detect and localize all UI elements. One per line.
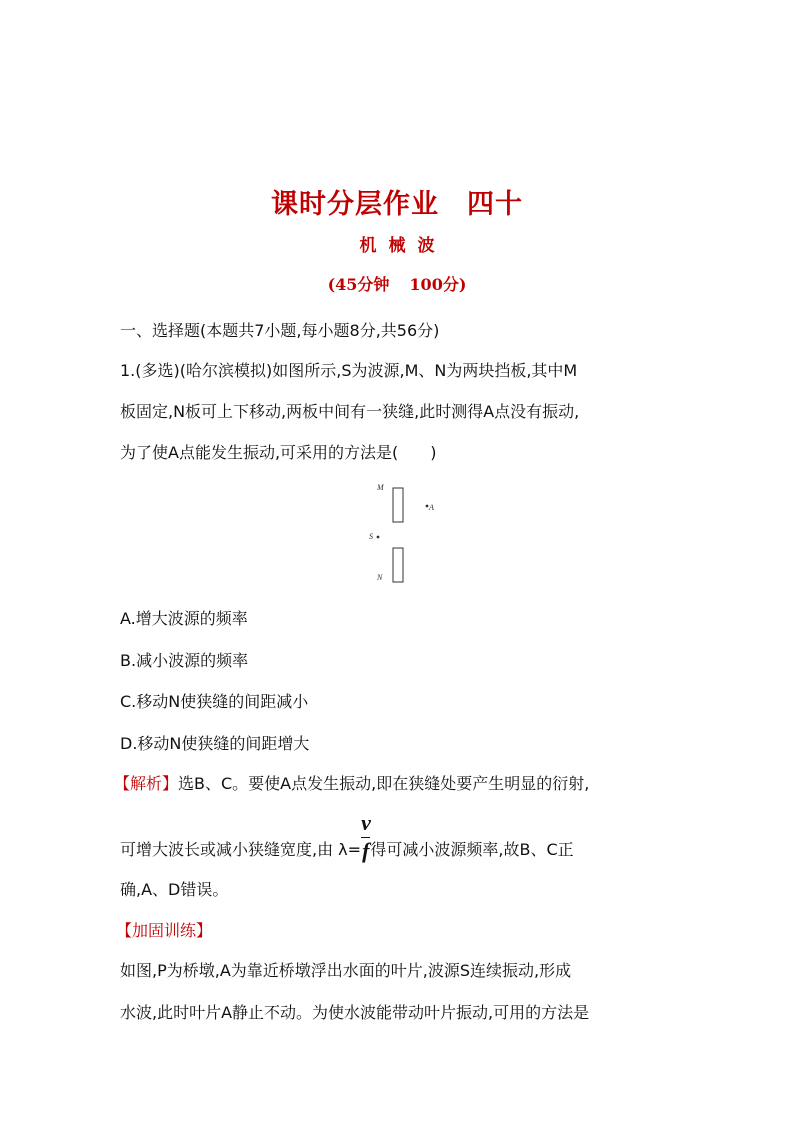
point-a-dot (426, 505, 429, 508)
question-text-line: 板固定,N板可上下移动,两板中间有一狭缝,此时测得A点没有振动, (120, 402, 580, 421)
label-n: N (377, 573, 383, 582)
analysis-label: 【解析】 (114, 774, 179, 793)
time-limit: (45分钟 (327, 275, 390, 294)
reinforce-text-line: 如图,P为桥墩,A为靠近桥墩浮出水面的叶片,波源S连续振动,形成 (120, 961, 572, 980)
option-c: C.移动N使狭缝的间距减小 (120, 692, 309, 711)
time-score-info (0, 272, 794, 295)
label-s: S (369, 532, 373, 541)
total-score: 100分) (409, 275, 467, 294)
source-s-dot (377, 536, 380, 539)
option-a: A.增大波源的频率 (120, 609, 248, 628)
formula-denominator: f (362, 837, 370, 863)
analysis-text: 得可减小波源频率,故B、C正 (370, 840, 574, 859)
subtitle-char: 机 (359, 236, 377, 256)
label-m: M (377, 483, 384, 492)
option-d: D.移动N使狭缝的间距增大 (120, 734, 310, 753)
slit-diffraction-figure (365, 478, 445, 588)
section-heading: 一、选择题(本题共7小题,每小题8分,共56分) (120, 321, 440, 340)
reinforce-label: 【加固训练】 (116, 921, 213, 940)
page-subtitle (0, 231, 794, 256)
question-text-line: 1.(多选)(哈尔滨模拟)如图所示,S为波源,M、N为两块挡板,其中M (120, 361, 578, 380)
analysis-line (120, 809, 680, 864)
title-main: 课时分层作业 (271, 189, 439, 220)
question-text-line: 为了使A点能发生振动,可采用的方法是( ) (120, 443, 437, 462)
subtitle-char: 械 (388, 236, 406, 256)
formula-numerator: v (361, 809, 371, 835)
barrier-m (393, 488, 403, 522)
barrier-n (393, 548, 403, 582)
title-number: 四十 (467, 189, 523, 220)
label-a: A (429, 503, 434, 512)
analysis-line: 确,A、D错误。 (120, 880, 229, 899)
wavelength-formula (361, 809, 371, 864)
analysis-text: 选B、C。要使A点发生振动,即在狭缝处要产生明显的衍射, (178, 774, 590, 793)
page-title (0, 182, 794, 221)
option-b: B.减小波源的频率 (120, 651, 249, 670)
subtitle-char: 波 (417, 236, 435, 256)
reinforce-text-line: 水波,此时叶片A静止不动。为使水波能带动叶片振动,可用的方法是 (120, 1003, 590, 1022)
analysis-text: 可增大波长或减小狭缝宽度,由 λ= (120, 840, 362, 859)
analysis-line (114, 771, 674, 794)
